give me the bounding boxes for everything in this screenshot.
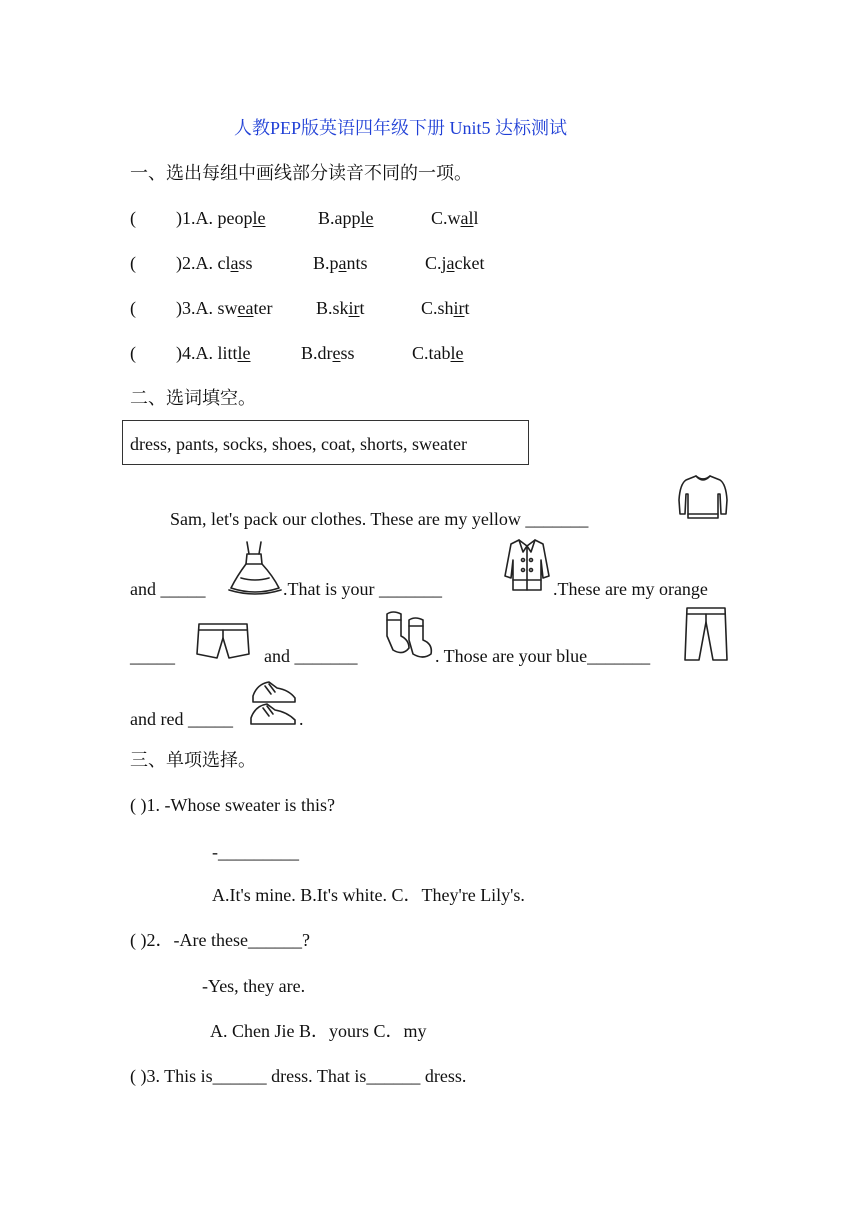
page-title: 人教PEP版英语四年级下册 Unit5 达标测试 xyxy=(234,118,568,138)
option-c: C.jacket xyxy=(425,253,485,273)
q1-stem: ( )1. -Whose sweater is this? xyxy=(130,795,335,815)
shoes-icon xyxy=(247,676,301,728)
coat-icon xyxy=(503,536,551,594)
option-b: B.dress xyxy=(301,343,355,363)
question-row: ( xyxy=(130,343,136,363)
passage-line-2b: .That is your _______ xyxy=(283,579,442,599)
section3-heading: 三、单项选择。 xyxy=(130,750,256,770)
socks-icon xyxy=(381,606,437,662)
question-row: ( xyxy=(130,253,136,273)
question-1: )1.A. people xyxy=(176,208,266,228)
passage-line-3a: _____ xyxy=(130,646,175,666)
option-b: B.apple xyxy=(318,208,374,228)
question-2: )2.A. class xyxy=(176,253,253,273)
passage-line-2c: .These are my orange xyxy=(553,579,708,599)
question-row xyxy=(130,207,136,229)
passage-line-1: Sam, let's pack our clothes. These are my yellow _______ xyxy=(170,509,589,529)
q3-stem: ( )3. This is______ dress. That is______ dress. xyxy=(130,1066,467,1086)
question-4: )4.A. little xyxy=(176,343,251,363)
option-c: C.wall xyxy=(431,208,479,228)
question-3: )3.A. sweater xyxy=(176,298,273,318)
option-c: C.table xyxy=(412,343,464,363)
word-bank: dress, pants, socks, shoes, coat, shorts, sweater xyxy=(130,434,467,454)
dress-icon xyxy=(227,538,283,596)
question-row: ( xyxy=(130,298,136,318)
passage-line-2a: and _____ xyxy=(130,579,206,599)
passage-line-4b: . xyxy=(299,709,304,729)
answer-paren: ( xyxy=(130,208,136,228)
option-b: B.skirt xyxy=(316,298,365,318)
q1-answer: -_________ xyxy=(212,842,299,862)
q2-stem: ( )2．-Are these______? xyxy=(130,930,310,950)
q2-answer: -Yes, they are. xyxy=(202,976,306,996)
q2-options: A. Chen Jie B．yours C．my xyxy=(210,1021,427,1041)
option-b: B.pants xyxy=(313,253,368,273)
passage-line-3c: . Those are your blue_______ xyxy=(435,646,651,666)
shorts-icon xyxy=(193,620,253,662)
pants-icon xyxy=(683,604,729,662)
passage-line-3b: and _______ xyxy=(264,646,358,666)
passage-line-4a: and red _____ xyxy=(130,709,233,729)
section2-heading: 二、选词填空。 xyxy=(130,388,256,408)
option-c: C.shirt xyxy=(421,298,470,318)
sweater-icon xyxy=(676,470,730,524)
section1-heading: 一、选出每组中画线部分读音不同的一项。 xyxy=(130,163,472,183)
q1-options: A.It's mine. B.It's white. C．They're Lily's. xyxy=(212,885,525,905)
